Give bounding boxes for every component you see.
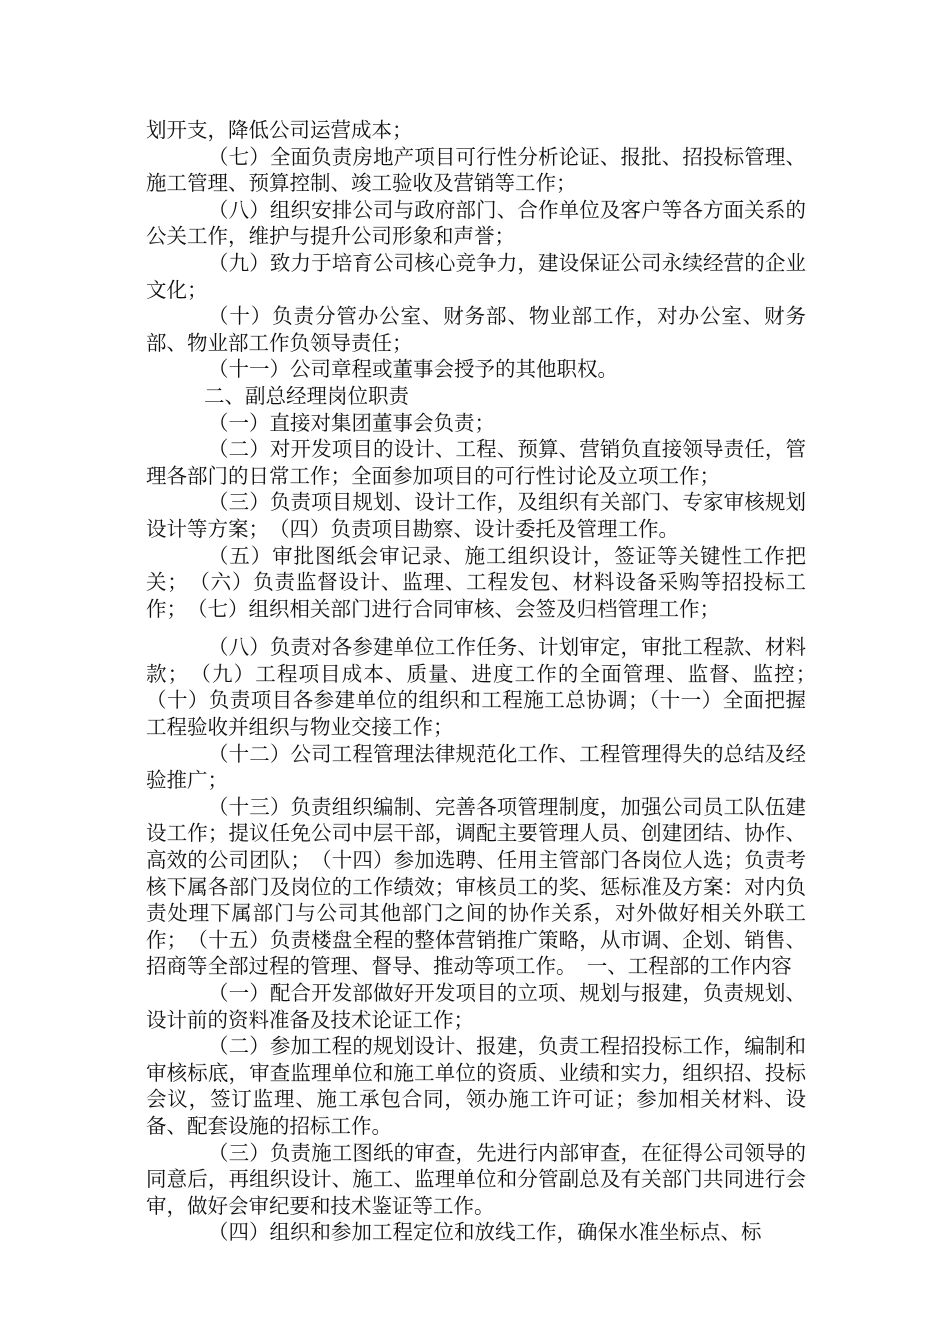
paragraph-12: （八）负责对各参建单位工作任务、计划审定，审批工程款、材料款； （九）工程项目成本、质量、进度工作的全面管理、监督、监控； （十）负责项目各参建单位的组织和工程施工总协调；（十一）全面把握工程验收并组织与物业交接工作； [146,635,827,740]
section-heading-vice-gm: 二、副总经理岗位职责 [204,383,409,408]
paragraph-18: （四）组织和参加工程定位和放线工作，确保水准坐标点、标 [208,1220,762,1245]
document-body [146,117,827,1246]
paragraph-17: （三）负责施工图纸的审查，先进行内部审查，在征得公司领导的同意后，再组织设计、施工、监理单位和分管副总及有关部门共同进行会审，做好会审纪要和技术鉴证等工作。 [146,1140,806,1218]
paragraph-16: （二）参加工程的规划设计、报建，负责工程招投标工作，编制和审核标底，审查监理单位和施工单位的资质、业绩和实力，组织招、投标会议，签订监理、施工承包合同，领办施工许可证；参加相关材料、设备、配套设施的招标工作。 [146,1034,806,1138]
paragraph-5: （十）负责分管办公室、财务部、物业部工作，对办公室、财务部、物业部工作负领导责任； [146,304,806,355]
paragraph-6: （十一）公司章程或董事会授予的其他职权。 [208,357,618,382]
paragraph-11: （五）审批图纸会审记录、施工组织设计，签证等关键性工作把关； （六）负责监督设计、监理、工程发包、材料设备采购等招投标工作； （七）组织相关部门进行合同审核、会签及归档管理工作； [146,543,806,621]
paragraph-9: （二）对开发项目的设计、工程、预算、营销负直接领导责任，管理各部门的日常工作；全面参加项目的可行性讨论及立项工作； [146,437,806,488]
paragraph-4: （九）致力于培育公司核心竞争力，建设保证公司永续经营的企业文化； [146,250,806,302]
paragraph-15: （一）配合开发部做好开发项目的立项、规划与报建，负责规划、设计前的资料准备及技术论证工作； [146,981,806,1032]
paragraph-10: （三）负责项目规划、设计工作，及组织有关部门、专家审核规划设计等方案； （四）负责项目勘察、设计委托及管理工作。 [146,490,806,541]
paragraph-13: （十二）公司工程管理法律规范化工作、工程管理得失的总结及经验推广； [146,741,806,793]
paragraph-1: 划开支，降低公司运营成本； [146,118,413,142]
paragraph-3: （八）组织安排公司与政府部门、合作单位及客户等各方面关系的公关工作，维护与提升公司形象和声誉； [146,197,806,249]
paragraph-14: （十三）负责组织编制、完善各项管理制度，加强公司员工队伍建设工作；提议任免公司中层干部，调配主要管理人员、创建团结、协作、高效的公司团队； （十四）参加选聘、任用主管部门各岗位人选；负责考核下属各部门及岗位的工作绩效；审核员工的奖、惩标准及方案：对内负责处理下属部门与公司其他部门之间的协作关系，对外做好相关外联工作； （十五）负责楼盘全程的整体营销推广策略，从市调、企划、销售、招商等全部过程的管理、督导、推动等项工作。 一、工程部的工作内容 [146,794,806,979]
paragraph-8: （一）直接对集团董事会负责； [208,410,495,435]
paragraph-2: （七）全面负责房地产项目可行性分析论证、报批、招投标管理、施工管理、预算控制、竣工验收及营销等工作； [146,144,806,196]
